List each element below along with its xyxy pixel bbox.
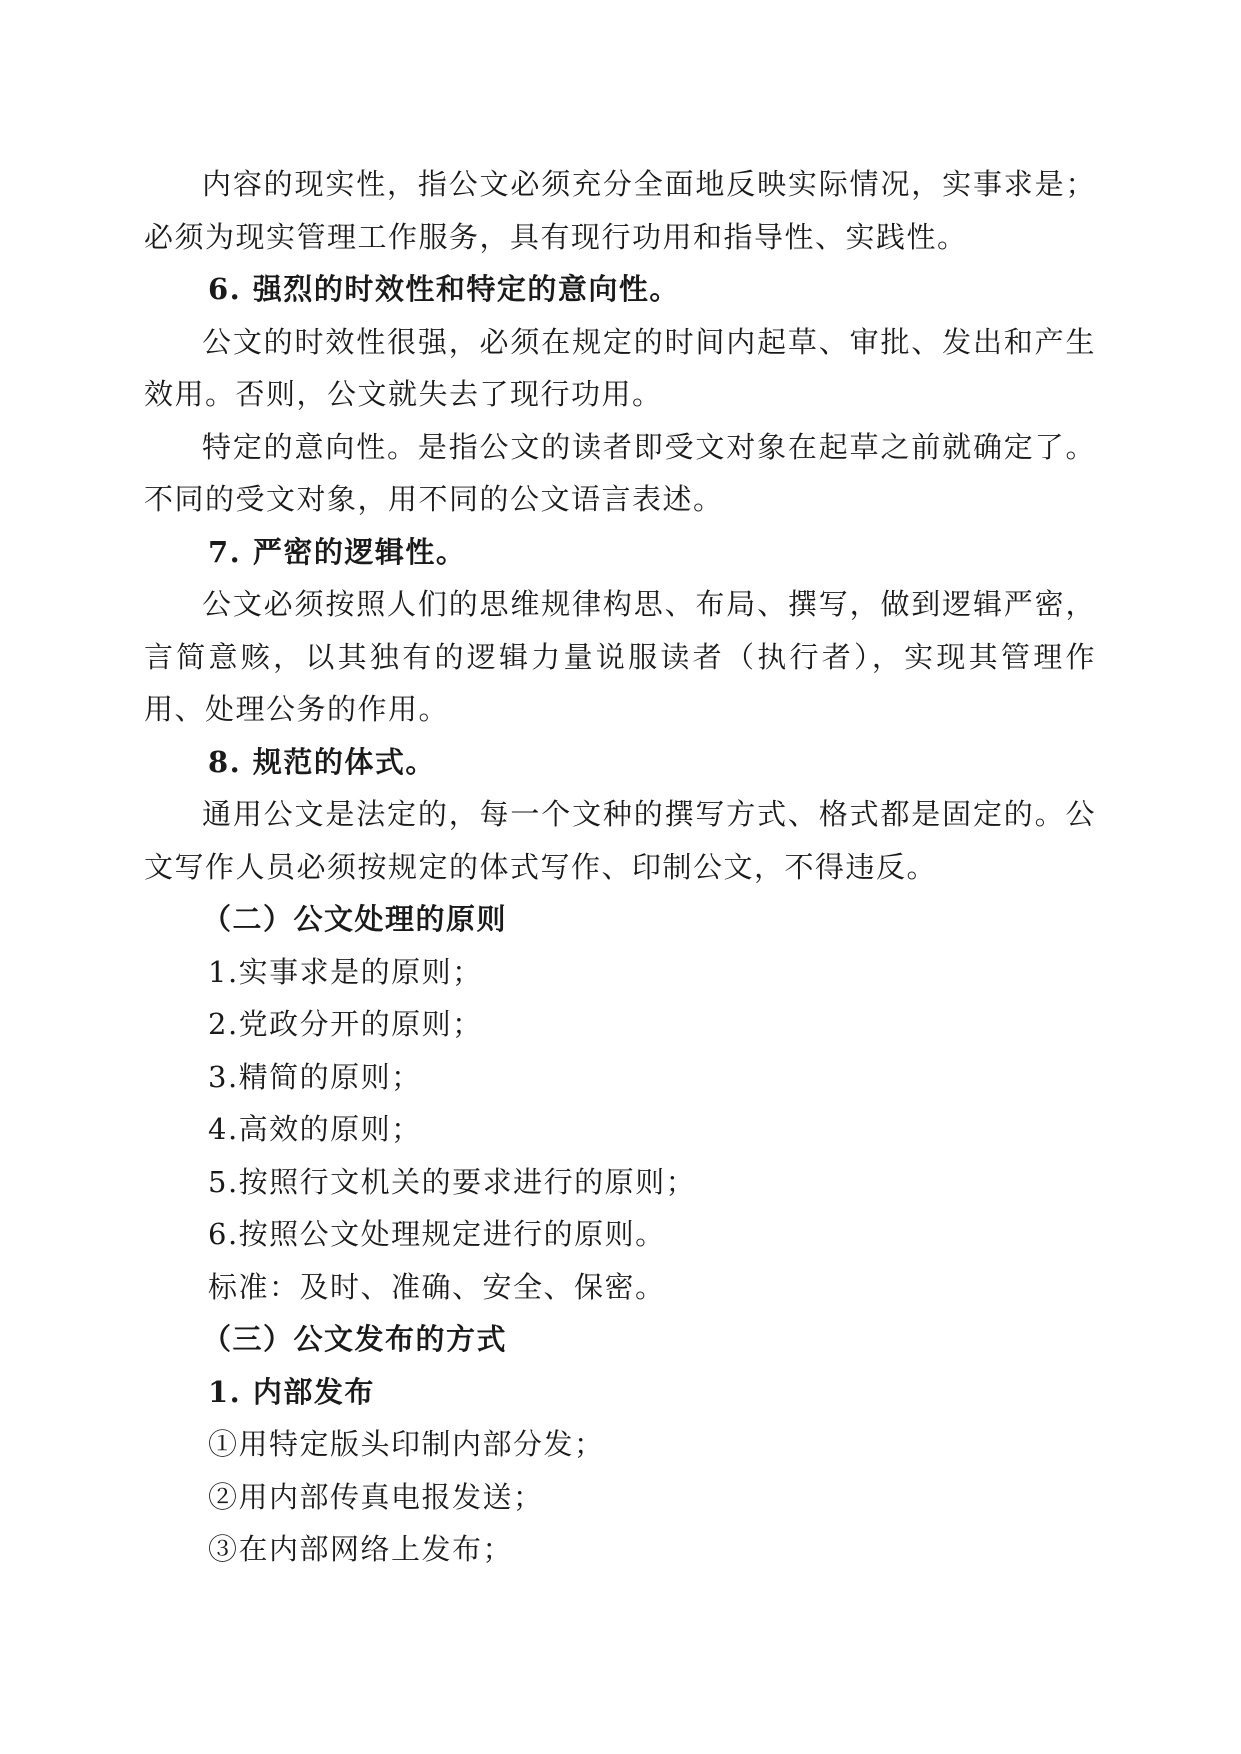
paragraph-logic: 公文必须按照人们的思维规律构思、布局、撰写，做到逻辑严密，言简意赅，以其独有的逻辑力量说服读者（执行者），实现其管理作用、处理公务的作用。 — [144, 587, 1096, 726]
list-item-principle: 6.按照公文处理规定进行的原则。 — [208, 1217, 666, 1251]
list-item-principle: 1.实事求是的原则； — [208, 954, 483, 989]
heading-internal-publishing: 1. 内部发布 — [208, 1374, 375, 1409]
list-item-principle: 4.高效的原则； — [208, 1112, 422, 1146]
paragraph-intentionality: 特定的意向性。是指公文的读者即受文对象在起草之前就确定了。不同的受文对象，用不同的公文语言表述。 — [144, 429, 1096, 516]
document-body — [144, 158, 1096, 1576]
paragraph-reality: 内容的现实性，指公文必须充分全面地反映实际情况，实事求是；必须为现实管理工作服务，具有现行功用和指导性、实践性。 — [144, 167, 1096, 254]
list-item-internal: ②用内部传真电报发送； — [208, 1479, 544, 1514]
list-item-principle: 2.党政分开的原则； — [208, 1007, 483, 1041]
paragraph-timeliness: 公文的时效性很强，必须在规定的时间内起草、审批、发出和产生效用。否则，公文就失去了现行功用。 — [144, 324, 1096, 411]
list-item-internal: ①用特定版头印制内部分发； — [208, 1427, 605, 1461]
list-item-internal: ③在内部网络上发布； — [208, 1532, 514, 1566]
section-title-publishing: （三）公文发布的方式 — [202, 1322, 508, 1356]
section-title-principles: （二）公文处理的原则 — [202, 902, 508, 936]
list-item-principle: 5.按照行文机关的要求进行的原则； — [208, 1164, 697, 1199]
list-item-principle: 3.精简的原则； — [208, 1059, 422, 1094]
standard-line: 标准：及时、准确、安全、保密。 — [208, 1269, 666, 1304]
heading-format: 8. 规范的体式。 — [208, 744, 436, 779]
heading-logic: 7. 严密的逻辑性。 — [208, 534, 467, 569]
heading-timeliness: 6. 强烈的时效性和特定的意向性。 — [208, 272, 680, 306]
paragraph-format: 通用公文是法定的，每一个文种的撰写方式、格式都是固定的。公文写作人员必须按规定的体式写作、印制公文，不得违反。 — [144, 797, 1096, 884]
